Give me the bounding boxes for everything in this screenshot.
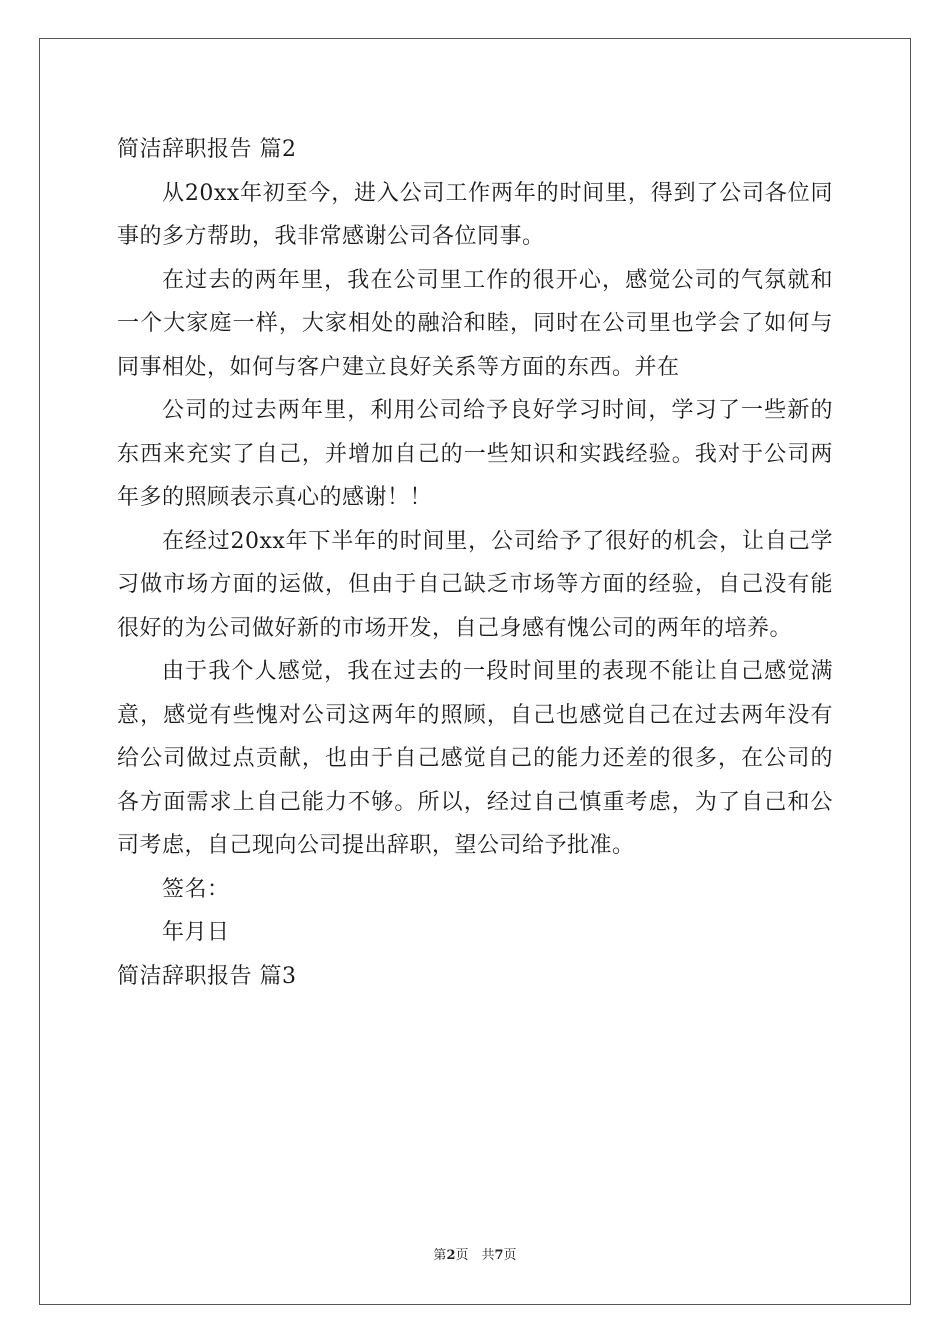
current-page-number: 2 [446, 1248, 456, 1263]
paragraph: 在过去的两年里，我在公司里工作的很开心，感觉公司的气氛就和一个大家庭一样，大家相处的融洽和睦，同时在公司里也学会了如何与同事相处，如何与客户建立良好关系等方面的东西。并在 [117, 267, 833, 380]
paragraph: 从20xx年初至今，进入公司工作两年的时间里，得到了公司各位同事的多方帮助，我非常感谢公司各位同事。 [117, 180, 833, 249]
paragraph: 在经过20xx年下半年的时间里，公司给予了很好的机会，让自己学习做市场方面的运做，但由于自己缺乏市场等方面的经验，自己没有能很好的为公司做好新的市场开发，自己身感有愧公司的两年的培养。 [117, 528, 833, 641]
page-suffix: 页 [503, 1248, 517, 1263]
total-page-number: 7 [494, 1248, 504, 1263]
document-body [117, 128, 833, 998]
page-prefix: 第 [433, 1248, 447, 1263]
date-line: 年月日 [162, 920, 230, 945]
page-mid: 页 共 [455, 1248, 495, 1263]
paragraph: 公司的过去两年里，利用公司给予良好学习时间，学习了一些新的东西来充实了自己，并增加自己的一些知识和实践经验。我对于公司两年多的照顾表示真心的感谢！！ [117, 398, 833, 510]
section-title: 简洁辞职报告 篇3 [117, 963, 297, 989]
page-footer [0, 1246, 950, 1266]
section-title: 简洁辞职报告 篇2 [117, 137, 297, 162]
signature-line: 签名： [162, 876, 230, 902]
paragraph: 由于我个人感觉，我在过去的一段时间里的表现不能让自己感觉满意，感觉有些愧对公司这两年的照顾，自己也感觉自己在过去两年没有给公司做过点贡献，也由于自己感觉自己的能力还差的很多，在公司的各方面需求上自己能力不够。所以，经过自己慎重考虑，为了自己和公司考虑，自己现向公司提出辞职，望公司给予批准。 [117, 659, 833, 858]
